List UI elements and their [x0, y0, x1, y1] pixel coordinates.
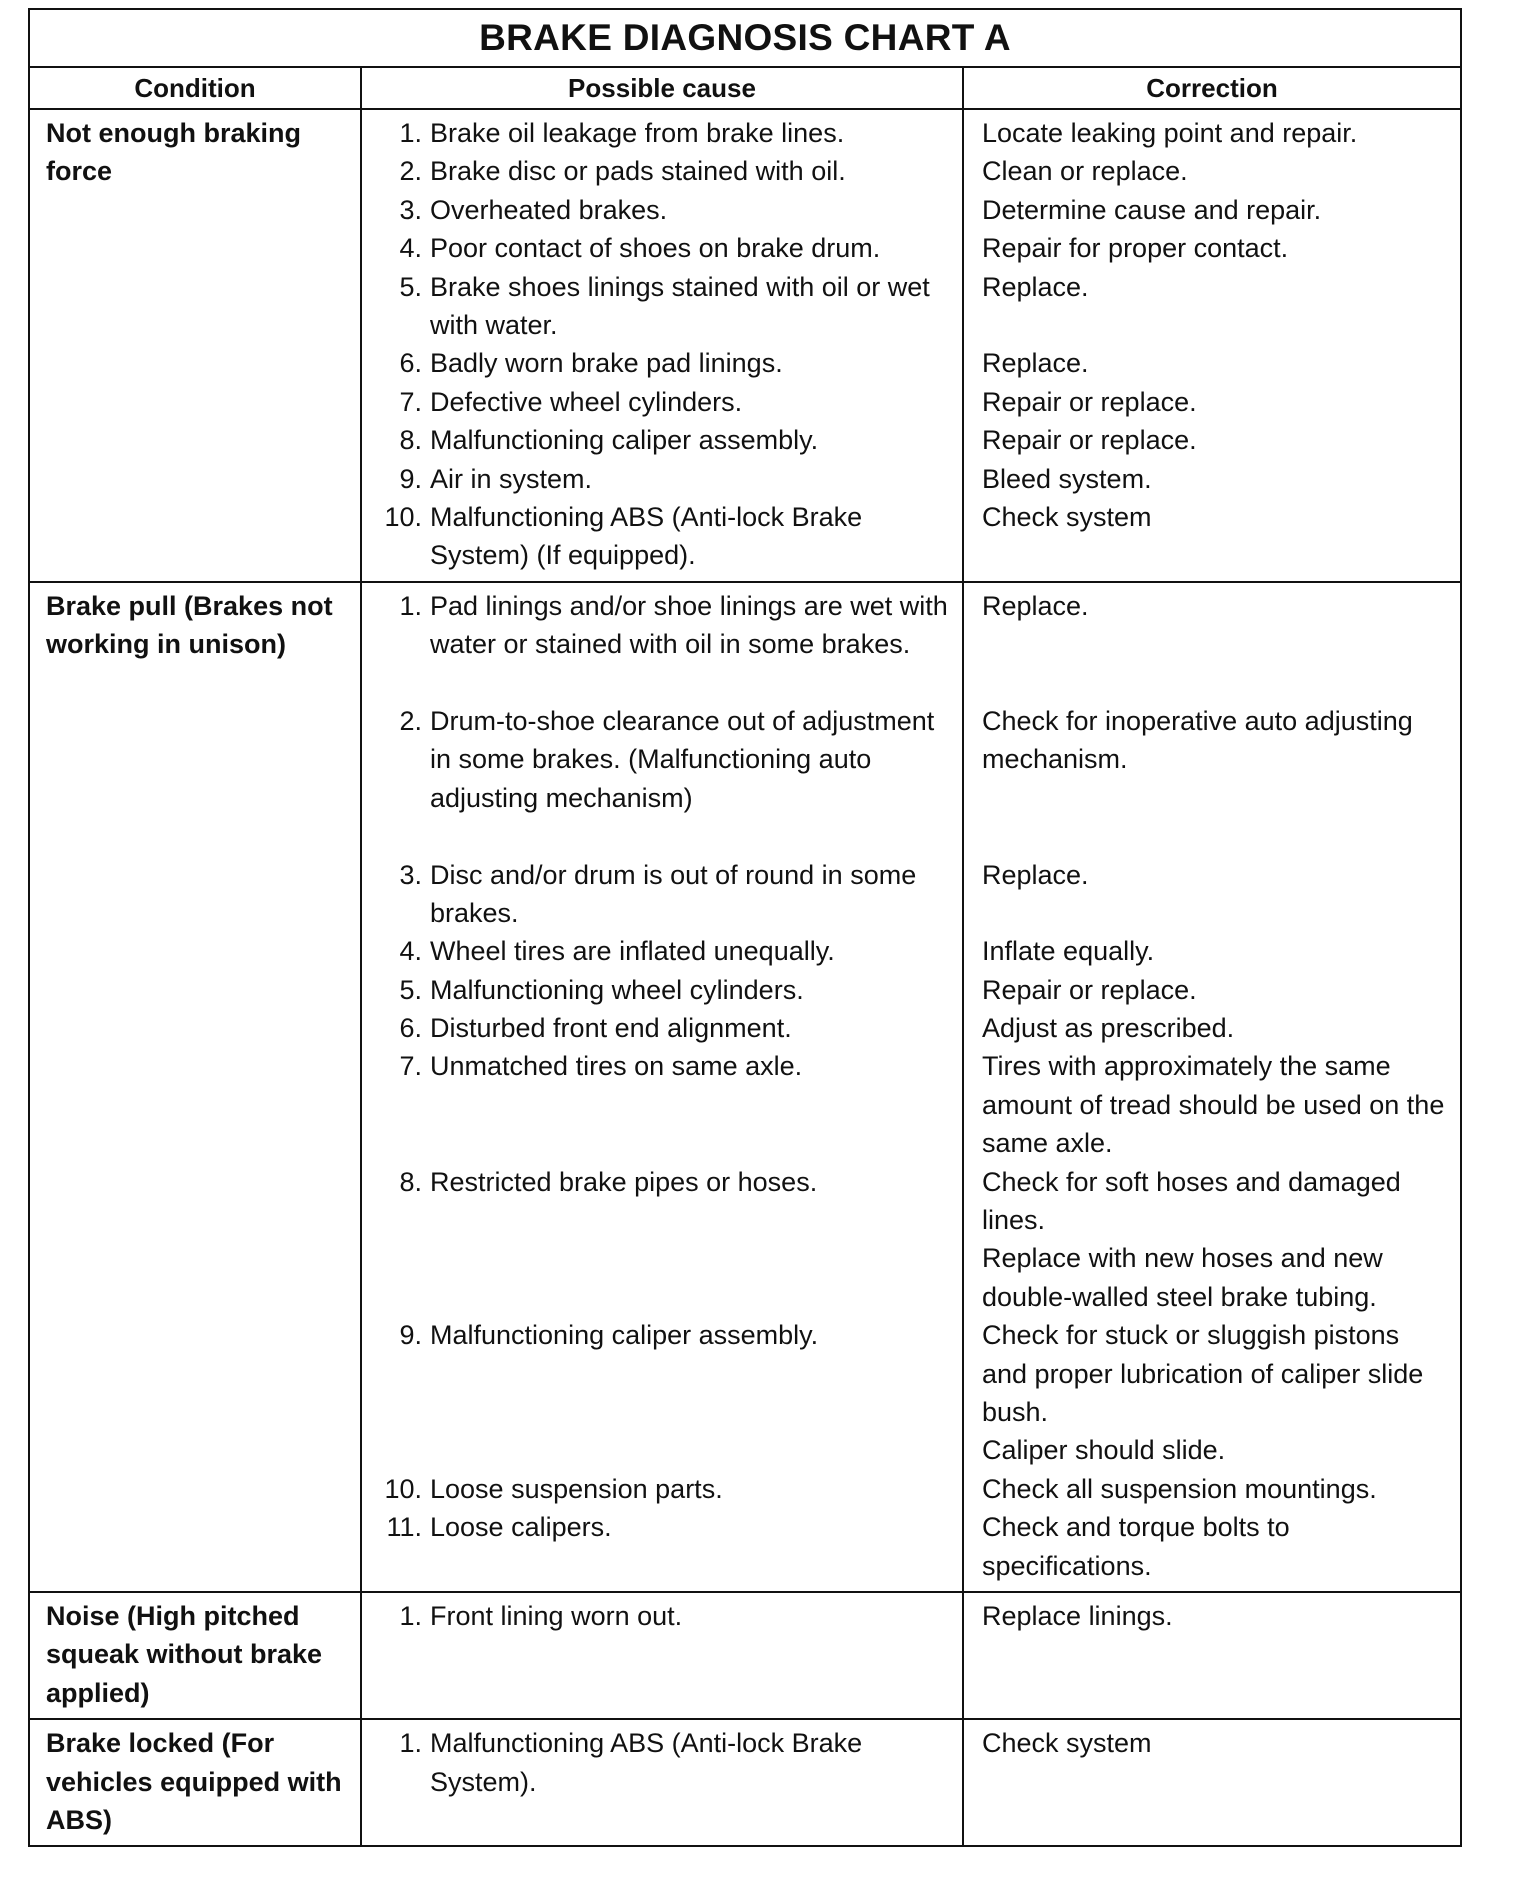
correction-text: Replace linings. [982, 1601, 1173, 1632]
cause-text: Malfunctioning wheel cylinders. [430, 974, 804, 1005]
cause-text: Loose calipers. [430, 1512, 612, 1543]
cause-item [380, 856, 950, 933]
cause-text: Unmatched tires on same axle. [430, 1051, 803, 1082]
correction-text: Check for stuck or sluggish pistons and proper lubrication of caliper slide bush. [982, 1320, 1424, 1428]
correction-text: Replace. [982, 859, 1089, 890]
cause-number: 10. [384, 1473, 422, 1504]
correction-item [982, 856, 1448, 933]
correction-item [982, 344, 1448, 382]
cause-item [380, 1470, 950, 1508]
table-row [30, 582, 1460, 1592]
correction-text: Locate leaking point and repair. [982, 118, 1358, 148]
correction-item [982, 268, 1448, 345]
cause-text: Restricted brake pipes or hoses. [430, 1166, 818, 1197]
correction-text: Check for soft hoses and damaged lines. [982, 1166, 1401, 1236]
cause-number: 4. [399, 936, 422, 967]
table-body [30, 109, 1460, 1845]
cause-text: Badly worn brake pad linings. [430, 348, 783, 379]
cause-text: Malfunctioning ABS (Anti-lock Brake System). [430, 1728, 863, 1797]
header-condition: Condition [30, 68, 361, 109]
condition-cell: Brake locked (For vehicles equipped with ABS) [30, 1719, 361, 1845]
correction-item [982, 498, 1448, 575]
cause-number: 5. [399, 271, 422, 302]
cause-cell [361, 109, 963, 582]
correction-text: Check for inoperative auto adjusting mechanism. [982, 705, 1413, 775]
cause-number: 1. [399, 590, 422, 621]
correction-text: Adjust as prescribed. [982, 1013, 1235, 1044]
cause-text: Brake disc or pads stained with oil. [430, 156, 846, 187]
correction-item [982, 1163, 1448, 1317]
cause-item [380, 1724, 950, 1839]
cause-number: 7. [399, 386, 422, 417]
cause-item [380, 152, 950, 190]
correction-item [982, 229, 1448, 267]
cause-item [380, 114, 950, 152]
cause-number: 9. [399, 463, 422, 494]
correction-cell [963, 1592, 1460, 1719]
cause-text: Disc and/or drum is out of round in some brakes. [430, 859, 917, 928]
cause-text: Front lining worn out. [430, 1601, 683, 1632]
cause-text: Brake oil leakage from brake lines. [430, 118, 845, 148]
cause-text: Malfunctioning caliper assembly. [430, 1320, 819, 1351]
cause-item [380, 1316, 950, 1470]
cause-item [380, 702, 950, 856]
cause-number: 1. [399, 1728, 422, 1759]
cause-item [380, 932, 950, 970]
cause-text: Overheated brakes. [430, 194, 668, 225]
cause-number: 9. [399, 1320, 422, 1351]
header-row [30, 68, 1460, 109]
cause-number: 6. [399, 348, 422, 379]
correction-item [982, 971, 1448, 1009]
correction-text: Replace. [982, 348, 1089, 379]
correction-item [982, 1316, 1448, 1470]
cause-cell [361, 1719, 963, 1845]
correction-item [982, 1470, 1448, 1508]
cause-text: Brake shoes linings stained with oil or wet with water. [430, 271, 930, 340]
cause-number: 6. [399, 1013, 422, 1044]
cause-number: 11. [386, 1512, 422, 1543]
cause-number: 5. [399, 974, 422, 1005]
cause-number: 1. [399, 1601, 422, 1632]
correction-item [982, 587, 1448, 702]
correction-text: Check system [982, 1728, 1152, 1759]
cause-number: 1. [399, 118, 422, 148]
cause-item [380, 268, 950, 345]
cause-text: Malfunctioning caliper assembly. [430, 425, 819, 456]
cause-text: Drum-to-shoe clearance out of adjustment in some brakes. (Malfunctioning auto adjusting mechanism) [430, 705, 935, 813]
cause-item [380, 460, 950, 498]
correction-text: Repair for proper contact. [982, 233, 1289, 264]
cause-item [380, 587, 950, 702]
correction-item [982, 114, 1448, 152]
correction-item [982, 1724, 1448, 1839]
correction-text: Bleed system. [982, 463, 1152, 494]
cause-text: Malfunctioning ABS (Anti-lock Brake System) (If equipped). [430, 501, 863, 571]
cause-item [380, 1163, 950, 1317]
cause-cell [361, 1592, 963, 1719]
correction-item [982, 1508, 1448, 1585]
correction-text: Repair or replace. [982, 386, 1197, 417]
cause-number: 8. [399, 1166, 422, 1197]
cause-number: 2. [399, 705, 422, 736]
cause-item [380, 498, 950, 575]
cause-number: 3. [399, 194, 422, 225]
cause-number: 2. [399, 156, 422, 187]
condition-cell: Not enough braking force [30, 109, 361, 582]
cause-number: 3. [399, 859, 422, 890]
correction-cell [963, 109, 1460, 582]
correction-text: Check system [982, 501, 1152, 532]
cause-item [380, 1047, 950, 1162]
chart-title: BRAKE DIAGNOSIS CHART A [30, 10, 1460, 68]
correction-item [982, 932, 1448, 970]
cause-item [380, 1009, 950, 1047]
correction-text: Replace. [982, 590, 1089, 621]
correction-item [982, 460, 1448, 498]
cause-number: 10. [384, 501, 422, 532]
cause-item [380, 344, 950, 382]
cause-item [380, 229, 950, 267]
cause-text: Wheel tires are inflated unequally. [430, 936, 835, 967]
cause-text: Pad linings and/or shoe linings are wet with water or stained with oil in some brakes. [430, 590, 948, 660]
correction-text-additional: Caliper should slide. [982, 1435, 1226, 1466]
correction-text: Replace. [982, 271, 1089, 302]
cause-item [380, 1597, 950, 1712]
correction-text: Inflate equally. [982, 936, 1155, 967]
correction-text: Repair or replace. [982, 974, 1197, 1005]
cause-text: Disturbed front end alignment. [430, 1013, 792, 1044]
diagnosis-table [30, 68, 1460, 1845]
cause-item [380, 971, 950, 1009]
cause-item [380, 421, 950, 459]
correction-text: Repair or replace. [982, 425, 1197, 456]
header-correction: Correction [963, 68, 1460, 109]
condition-cell: Brake pull (Brakes not working in unison) [30, 582, 361, 1592]
cause-text: Loose suspension parts. [430, 1473, 723, 1504]
correction-item [982, 1047, 1448, 1162]
correction-item [982, 191, 1448, 229]
table-row [30, 109, 1460, 582]
correction-text: Check all suspension mountings. [982, 1473, 1377, 1504]
correction-item [982, 421, 1448, 459]
correction-text: Tires with approximately the same amount of tread should be used on the same axle. [982, 1051, 1445, 1159]
correction-text: Check and torque bolts to specifications. [982, 1512, 1290, 1581]
header-possible-cause: Possible cause [361, 68, 963, 109]
cause-text: Defective wheel cylinders. [430, 386, 743, 417]
cause-number: 4. [399, 233, 422, 264]
correction-item [982, 1597, 1448, 1712]
table-row [30, 1592, 1460, 1719]
correction-text: Clean or replace. [982, 156, 1188, 187]
table-row [30, 1719, 1460, 1845]
cause-item [380, 1508, 950, 1585]
cause-text: Air in system. [430, 463, 593, 494]
cause-cell [361, 582, 963, 1592]
cause-text: Poor contact of shoes on brake drum. [430, 233, 881, 264]
condition-cell: Noise (High pitched squeak without brake applied) [30, 1592, 361, 1719]
correction-cell [963, 582, 1460, 1592]
cause-item [380, 383, 950, 421]
correction-item [982, 152, 1448, 190]
correction-item [982, 702, 1448, 856]
cause-number: 8. [399, 425, 422, 456]
correction-text-additional: Replace with new hoses and new double-walled steel brake tubing. [982, 1243, 1383, 1312]
correction-text: Determine cause and repair. [982, 194, 1322, 225]
correction-cell [963, 1719, 1460, 1845]
cause-item [380, 191, 950, 229]
cause-number: 7. [399, 1051, 422, 1082]
correction-item [982, 383, 1448, 421]
correction-item [982, 1009, 1448, 1047]
brake-diagnosis-chart [28, 8, 1462, 1847]
